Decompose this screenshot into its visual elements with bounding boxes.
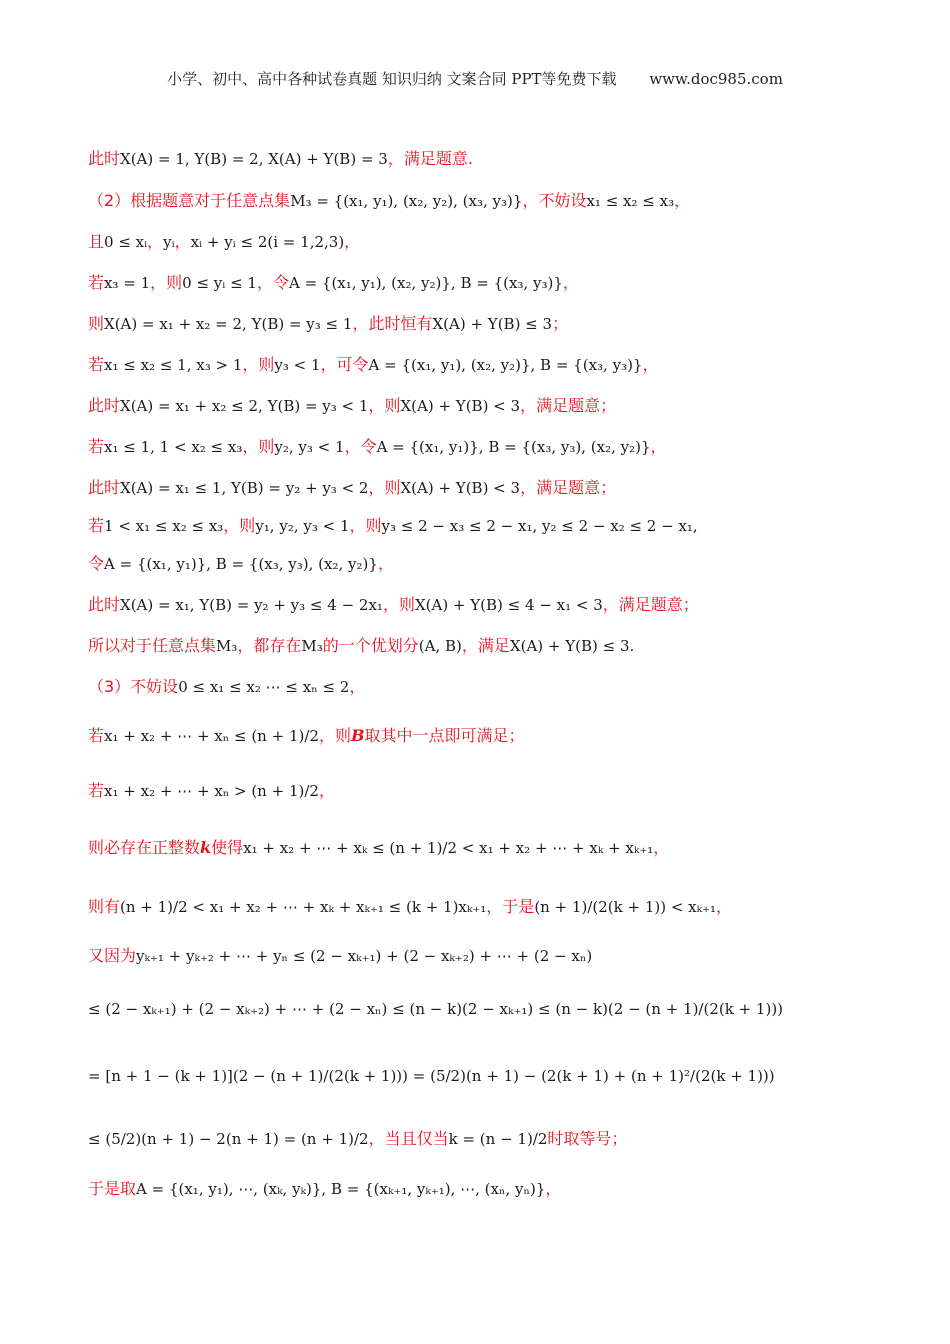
text-segment: ，则 bbox=[349, 516, 382, 535]
solution-line bbox=[88, 436, 888, 458]
math-expression: M₃ bbox=[301, 637, 323, 655]
math-expression: x₁ ≤ x₂ ≤ 1, x₃ > 1 bbox=[104, 356, 243, 374]
text-segment: 此时 bbox=[88, 149, 121, 168]
solution-line bbox=[88, 725, 888, 747]
math-expression: A = {(x₁, y₁), ⋯, (xₖ, yₖ)}, B = {(xₖ₊₁, yₖ₊₁), ⋯, (xₙ, yₙ)} bbox=[136, 1180, 546, 1198]
solution-line bbox=[88, 148, 888, 170]
math-expression: ≤ (5/2)(n + 1) − 2(n + 1) = (n + 1)/2 bbox=[88, 1130, 369, 1148]
solution-line bbox=[88, 1128, 888, 1150]
math-expression: (n + 1)/2 < x₁ + x₂ + ⋯ + xₖ + xₖ₊₁ ≤ (k + 1)xₖ₊₁ bbox=[120, 898, 487, 916]
math-expression: X(A) + Y(B) < 3 bbox=[400, 397, 521, 415]
text-segment: ，则 bbox=[223, 516, 256, 535]
text-segment: ， bbox=[174, 232, 191, 251]
text-segment: ， bbox=[318, 781, 335, 800]
math-expression: 0 ≤ x₁ ≤ x₂ ⋯ ≤ xₙ ≤ 2 bbox=[178, 678, 350, 696]
solution-line bbox=[88, 313, 888, 335]
math-expression: 1 < x₁ ≤ x₂ ≤ x₃ bbox=[104, 517, 224, 535]
solution-line bbox=[88, 945, 888, 967]
math-expression: ≤ (2 − xₖ₊₁) + (2 − xₖ₊₂) + ⋯ + (2 − xₙ) ≤ (n − k)(2 − xₖ₊₁) ≤ (n − k)(2 − (n + 1)/(2(k + 1))) bbox=[88, 1000, 784, 1018]
text-segment: ，则 bbox=[368, 396, 401, 415]
text-segment: ， bbox=[674, 191, 691, 210]
text-segment: 令 bbox=[88, 554, 105, 573]
text-segment: ， bbox=[642, 355, 659, 374]
text-segment: ， bbox=[545, 1179, 562, 1198]
page-header bbox=[0, 68, 950, 89]
math-expression: (n + 1)/(2(k + 1)) < xₖ₊₁ bbox=[534, 898, 717, 916]
text-segment: ； bbox=[552, 314, 569, 333]
text-segment: 又因为 bbox=[88, 946, 137, 965]
text-segment: ，满足题意. bbox=[387, 149, 473, 168]
solution-line bbox=[88, 998, 888, 1020]
text-segment: ，则 bbox=[368, 478, 401, 497]
text-segment: ，满足 bbox=[461, 636, 510, 655]
text-segment: ， bbox=[650, 437, 667, 456]
math-expression: X(A) + Y(B) ≤ 3 bbox=[432, 315, 553, 333]
math-expression: B bbox=[350, 726, 365, 745]
text-segment: ，不妨设 bbox=[522, 191, 587, 210]
math-expression: y₃ < 1 bbox=[274, 356, 321, 374]
math-expression: x₁ + x₂ + ⋯ + xₖ ≤ (n + 1)/2 < x₁ + x₂ + ⋯ + xₖ + xₖ₊₁ bbox=[243, 839, 654, 857]
text-segment: ，满足题意； bbox=[602, 595, 699, 614]
math-expression: x₃ = 1 bbox=[104, 274, 151, 292]
math-expression: 0 ≤ yᵢ ≤ 1 bbox=[182, 274, 257, 292]
text-segment: 则有 bbox=[88, 897, 121, 916]
text-segment: 若 bbox=[88, 516, 105, 535]
math-expression: X(A) = 1, Y(B) = 2, X(A) + Y(B) = 3 bbox=[120, 150, 388, 168]
math-expression: yᵢ bbox=[163, 233, 175, 251]
header-site: www.doc985.com bbox=[649, 70, 783, 88]
math-expression: k = (n − 1)/2 bbox=[448, 1130, 548, 1148]
text-segment: 且 bbox=[88, 232, 105, 251]
text-segment: ，则 bbox=[382, 595, 415, 614]
math-expression: X(A) = x₁ + x₂ = 2, Y(B) = y₃ ≤ 1 bbox=[104, 315, 353, 333]
text-segment: ， bbox=[349, 677, 366, 696]
text-segment: ，此时恒有 bbox=[352, 314, 433, 333]
text-segment: ，则 bbox=[150, 273, 183, 292]
math-expression: y₂, y₃ < 1 bbox=[274, 438, 345, 456]
solution-line bbox=[88, 190, 888, 212]
text-segment: ，令 bbox=[256, 273, 289, 292]
solution-line bbox=[88, 477, 888, 499]
math-expression: X(A) + Y(B) ≤ 3. bbox=[509, 637, 635, 655]
solution-line bbox=[88, 635, 888, 657]
solution-line bbox=[88, 231, 888, 253]
math-expression: X(A) = x₁, Y(B) = y₂ + y₃ ≤ 4 − 2x₁ bbox=[120, 596, 383, 614]
solution-line bbox=[88, 515, 888, 537]
solution-line bbox=[88, 1178, 888, 1200]
text-segment: 此时 bbox=[88, 478, 121, 497]
math-expression: X(A) = x₁ + x₂ ≤ 2, Y(B) = y₃ < 1 bbox=[120, 397, 369, 415]
math-expression: x₁ ≤ x₂ ≤ x₃ bbox=[586, 192, 675, 210]
text-segment: ，则 bbox=[242, 355, 275, 374]
math-expression: y₃ ≤ 2 − x₃ ≤ 2 − x₁, y₂ ≤ 2 − x₂ ≤ 2 − x₁, bbox=[381, 517, 698, 535]
math-expression: A = {(x₁, y₁)}, B = {(x₃, y₃), (x₂, y₂)} bbox=[104, 555, 378, 573]
text-segment: 取其中一点即可满足； bbox=[364, 726, 525, 745]
solution-line bbox=[88, 395, 888, 417]
math-expression: k bbox=[200, 838, 212, 857]
text-segment: ，满足题意； bbox=[520, 478, 617, 497]
text-segment: 此时 bbox=[88, 595, 121, 614]
text-segment: 若 bbox=[88, 726, 105, 745]
text-segment: ， bbox=[344, 232, 361, 251]
text-segment: 若 bbox=[88, 273, 105, 292]
solution-line bbox=[88, 837, 888, 859]
text-segment: ，则 bbox=[242, 437, 275, 456]
math-expression: y₁, y₂, y₃ < 1 bbox=[255, 517, 350, 535]
text-segment: （2）根据题意对于任意点集 bbox=[88, 191, 291, 210]
text-segment: 则必存在正整数 bbox=[88, 838, 201, 857]
math-expression: X(A) + Y(B) ≤ 4 − x₁ < 3 bbox=[414, 596, 603, 614]
math-expression: M₃ bbox=[216, 637, 238, 655]
text-segment: 若 bbox=[88, 437, 105, 456]
math-expression: x₁ + x₂ + ⋯ + xₙ > (n + 1)/2 bbox=[104, 782, 319, 800]
solution-line bbox=[88, 594, 888, 616]
text-segment: ，当且仅当 bbox=[368, 1129, 449, 1148]
text-segment: 于是取 bbox=[88, 1179, 137, 1198]
text-segment: ， bbox=[716, 897, 733, 916]
math-expression: = [n + 1 − (k + 1)](2 − (n + 1)/(2(k + 1))) = (5/2)(n + 1) − (2(k + 1) + (n + 1)²/(2(k + 1))) bbox=[88, 1067, 775, 1085]
text-segment: 所以对于任意点集 bbox=[88, 636, 217, 655]
text-segment: 若 bbox=[88, 355, 105, 374]
math-expression: x₁ + x₂ + ⋯ + xₙ ≤ (n + 1)/2 bbox=[104, 727, 319, 745]
solution-line bbox=[88, 676, 888, 698]
text-segment: ， bbox=[147, 232, 164, 251]
text-segment: ，都存在 bbox=[237, 636, 302, 655]
text-segment: 时取等号； bbox=[547, 1129, 628, 1148]
math-expression: (A, B) bbox=[418, 637, 462, 655]
math-expression: yₖ₊₁ + yₖ₊₂ + ⋯ + yₙ ≤ (2 − xₖ₊₁) + (2 − xₖ₊₂) + ⋯ + (2 − xₙ) bbox=[136, 947, 593, 965]
text-segment: ，令 bbox=[344, 437, 377, 456]
solution-line bbox=[88, 1065, 888, 1087]
solution-line bbox=[88, 354, 888, 376]
text-segment: 的一个优划分 bbox=[322, 636, 419, 655]
text-segment: ，满足题意； bbox=[520, 396, 617, 415]
math-expression: A = {(x₁, y₁)}, B = {(x₃, y₃), (x₂, y₂)} bbox=[376, 438, 651, 456]
math-expression: X(A) + Y(B) < 3 bbox=[400, 479, 521, 497]
math-expression: M₃ = {(x₁, y₁), (x₂, y₂), (x₃, y₃)} bbox=[290, 192, 523, 210]
solution-line bbox=[88, 272, 888, 294]
text-segment: ，则 bbox=[318, 726, 351, 745]
header-text: 小学、初中、高中各种试卷真题 知识归纳 文案合同 PPT等免费下载 bbox=[167, 70, 617, 88]
text-segment: 使得 bbox=[211, 838, 244, 857]
text-segment: （3）不妨设 bbox=[88, 677, 179, 696]
text-segment: ， bbox=[653, 838, 670, 857]
math-expression: xᵢ + yᵢ ≤ 2(i = 1,2,3) bbox=[190, 233, 345, 251]
solution-line bbox=[88, 553, 888, 575]
text-segment: 此时 bbox=[88, 396, 121, 415]
text-segment: ， bbox=[562, 273, 579, 292]
text-segment: ， bbox=[377, 554, 394, 573]
math-expression: x₁ ≤ 1, 1 < x₂ ≤ x₃ bbox=[104, 438, 243, 456]
math-expression: A = {(x₁, y₁), (x₂, y₂)}, B = {(x₃, y₃)} bbox=[288, 274, 563, 292]
text-segment: ，可令 bbox=[320, 355, 369, 374]
text-segment: 若 bbox=[88, 781, 105, 800]
math-expression: X(A) = x₁ ≤ 1, Y(B) = y₂ + y₃ < 2 bbox=[120, 479, 369, 497]
text-segment: 则 bbox=[88, 314, 105, 333]
text-segment: ，于是 bbox=[486, 897, 535, 916]
solution-line bbox=[88, 896, 888, 918]
math-expression: 0 ≤ xᵢ bbox=[104, 233, 148, 251]
math-expression: A = {(x₁, y₁), (x₂, y₂)}, B = {(x₃, y₃)} bbox=[368, 356, 643, 374]
solution-line bbox=[88, 780, 888, 802]
